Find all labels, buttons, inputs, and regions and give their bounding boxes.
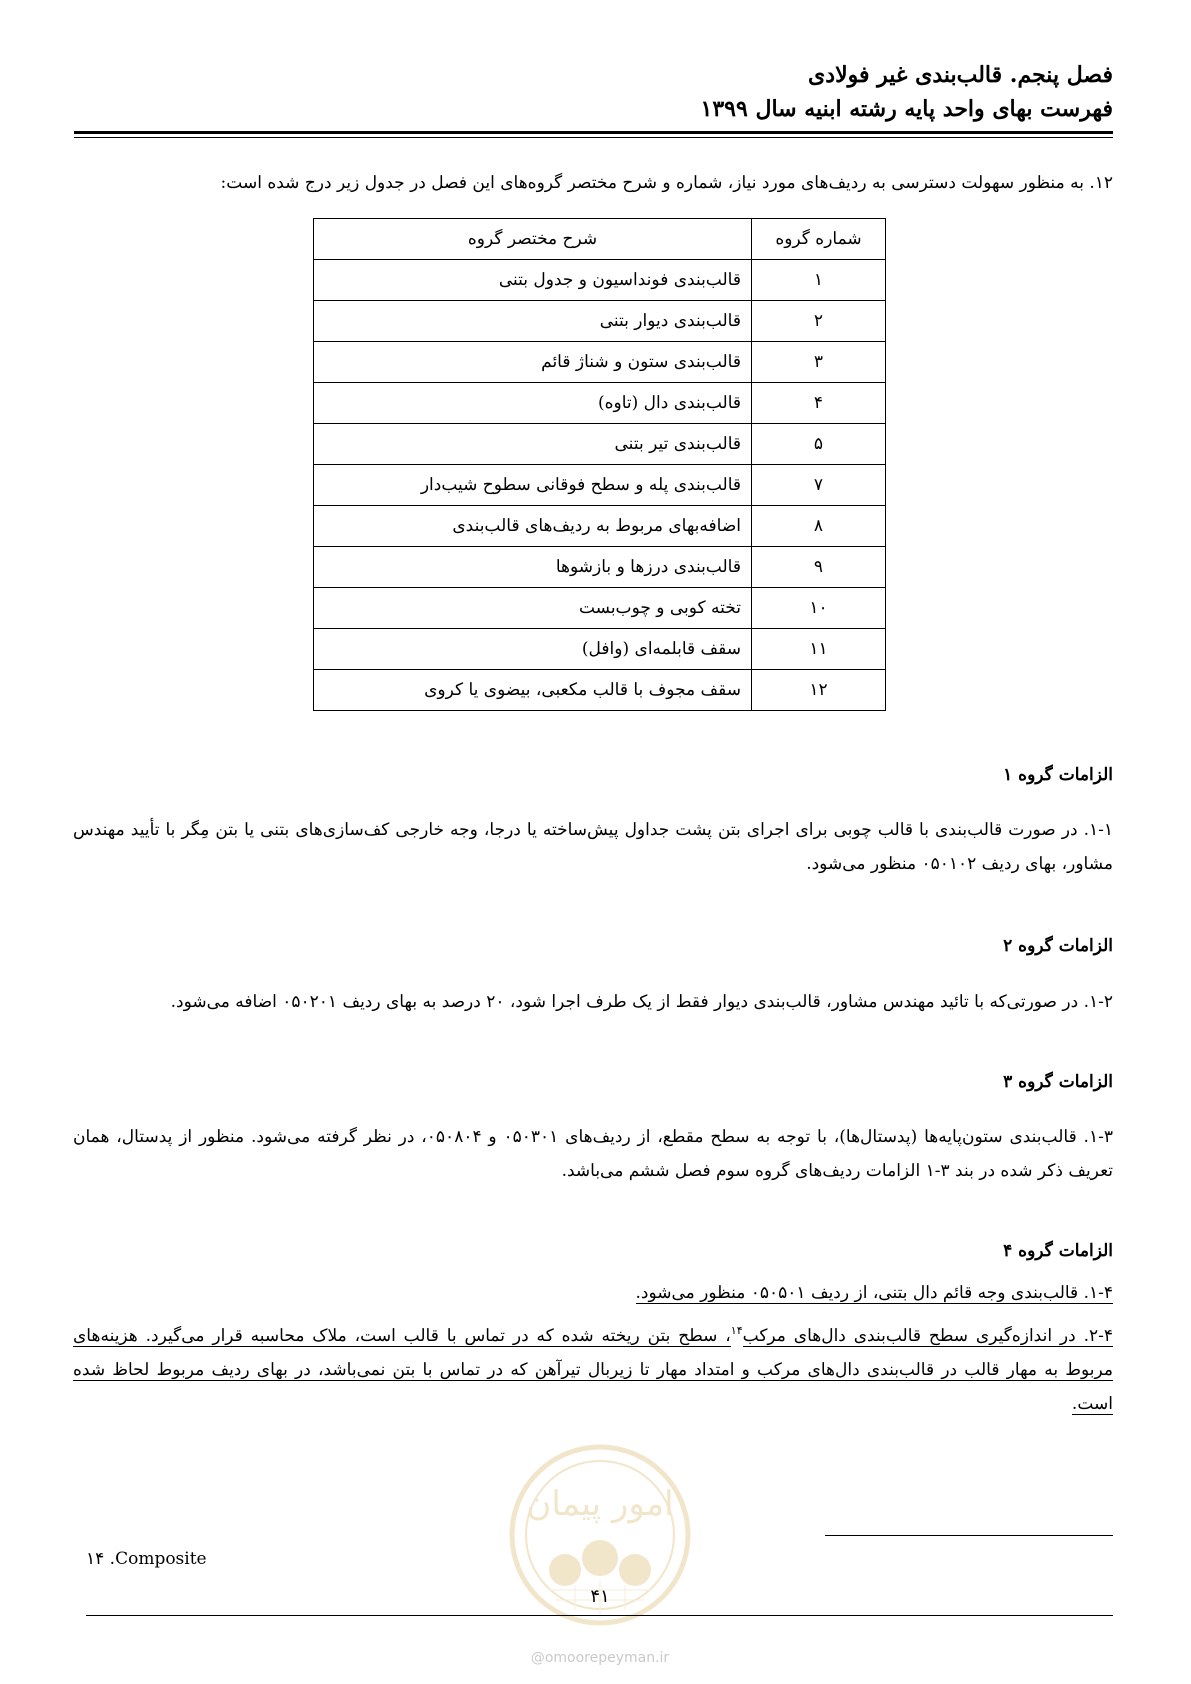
- watermark-text: امور پیمان: [526, 1484, 674, 1524]
- table-row: [314, 342, 886, 383]
- table-row: [314, 301, 886, 342]
- group-description: اضافه‌بهای مربوط به ردیف‌های قالب‌بندی: [314, 506, 752, 547]
- table-row: [314, 424, 886, 465]
- chapter-title: فصل پنجم. قالب‌بندی غیر فولادی: [808, 62, 1113, 88]
- footnote-text: .Composite: [109, 1549, 207, 1569]
- group1-heading: الزامات گروه ۱: [1003, 765, 1113, 785]
- page-number: ۴۱: [590, 1586, 610, 1607]
- group-description: تخته کوبی و چوب‌بست: [314, 588, 752, 629]
- header-rule-thin: [74, 137, 1113, 138]
- table-row: [314, 670, 886, 711]
- group4-item1: [73, 1276, 1113, 1310]
- footer-rule: [86, 1615, 1113, 1616]
- group-number: ۴: [752, 383, 886, 424]
- book-title: فهرست بهای واحد پایه رشته ابنیه سال ۱۳۹۹: [700, 96, 1113, 122]
- group-description: قالب‌بندی پله و سطح فوقانی سطوح شیب‌دار: [314, 465, 752, 506]
- group-description: سقف قابلمه‌ای (وافل): [314, 629, 752, 670]
- group-number: ۱۱: [752, 629, 886, 670]
- header-group-number: شماره گروه: [752, 219, 886, 260]
- group-number: ۱: [752, 260, 886, 301]
- table-row: [314, 383, 886, 424]
- group-number: ۱۰: [752, 588, 886, 629]
- table-row: [314, 629, 886, 670]
- group4-item2: [73, 1314, 1113, 1421]
- table-row: [314, 465, 886, 506]
- group-description: قالب‌بندی ستون و شناژ قائم: [314, 342, 752, 383]
- group-description: قالب‌بندی دال (تاوه): [314, 383, 752, 424]
- website-watermark: @omoorepeyman.ir: [530, 1650, 670, 1666]
- table-row: [314, 506, 886, 547]
- group-number: ۵: [752, 424, 886, 465]
- group2-heading: الزامات گروه ۲: [1003, 936, 1113, 956]
- header-rule-thick: [74, 131, 1113, 134]
- group-number: ۳: [752, 342, 886, 383]
- footnote-rule: [825, 1535, 1113, 1536]
- group4-item2-text-a: ۲-۴. در اندازه‌گیری سطح قالب‌بندی دال‌های مرکب: [742, 1325, 1113, 1346]
- page-header: [73, 58, 1113, 126]
- group-description: قالب‌بندی دیوار بتنی: [314, 301, 752, 342]
- intro-paragraph: ۱۲. به منظور سهولت دسترسی به ردیف‌های مورد نیاز، شماره و شرح مختصر گروه‌های این فصل در جدول زیر درج شده است:: [220, 173, 1113, 193]
- group-description: قالب‌بندی درزها و بازشوها: [314, 547, 752, 588]
- footnote: [86, 1549, 207, 1569]
- group-number: ۹: [752, 547, 886, 588]
- footnote-number: ۱۴: [86, 1549, 105, 1569]
- group1-text: ۱-۱. در صورت قالب‌بندی با قالب چوبی برای اجرای بتن پشت جداول پیش‌ساخته یا درجا، وجه خارجی کف‌سازی‌های بتنی یا بتن مِگر با تأیید مهندس مشاور، بهای ردیف ۰۵۰۱۰۲ منظور می‌شود.: [73, 820, 1113, 874]
- group3-text: ۱-۳. قالب‌بندی ستون‌پایه‌ها (پدستال‌ها)، با توجه به سطح مقطع، از ردیف‌های ۰۵۰۳۰۱ و ۰۵۰۸۰۴، در نظر گرفته می‌شود. منظور از پدستال، همان تعریف ذکر شده در بند ۳-۱ الزامات ردیف‌های گروه سوم فصل ششم می‌باشد.: [73, 1127, 1113, 1181]
- group-description: قالب‌بندی فونداسیون و جدول بتنی: [314, 260, 752, 301]
- group-description: سقف مجوف با قالب مکعبی، بیضوی یا کروی: [314, 670, 752, 711]
- group-number: ۷: [752, 465, 886, 506]
- group2-text: ۱-۲. در صورتی‌که با تائید مهندس مشاور، قالب‌بندی دیوار فقط از یک طرف اجرا شود، ۲۰ درصد به بهای ردیف ۰۵۰۲۰۱ اضافه می‌شود.: [170, 992, 1113, 1012]
- footnote-ref: ۱۴: [730, 1324, 743, 1337]
- table-header-row: [314, 219, 886, 260]
- group-number: ۸: [752, 506, 886, 547]
- table-row: [314, 547, 886, 588]
- group4-item1-text: ۱-۴. قالب‌بندی وجه قائم دال بتنی، از ردیف ۰۵۰۵۰۱ منظور می‌شود.: [635, 1283, 1113, 1303]
- groups-table: [313, 218, 886, 711]
- group4-item2-text-b: ، سطح بتن ریخته شده که در تماس با قالب است، ملاک محاسبه قرار می‌گیرد. هزینه‌های مربوط به مهار قالب در قالب‌بندی دال‌های مرکب و امتداد مهار تا زیربال تیرآهن که در تماس با بتن نمی‌باشد، در بهای ردیف مربوط لحاظ شده است.: [73, 1325, 1113, 1414]
- group-number: ۲: [752, 301, 886, 342]
- group3-heading: الزامات گروه ۳: [1003, 1072, 1113, 1092]
- table-row: [314, 588, 886, 629]
- group-number: ۱۲: [752, 670, 886, 711]
- table-row: [314, 260, 886, 301]
- group-description: قالب‌بندی تیر بتنی: [314, 424, 752, 465]
- header-group-description: شرح مختصر گروه: [314, 219, 752, 260]
- group4-heading: الزامات گروه ۴: [1003, 1241, 1113, 1261]
